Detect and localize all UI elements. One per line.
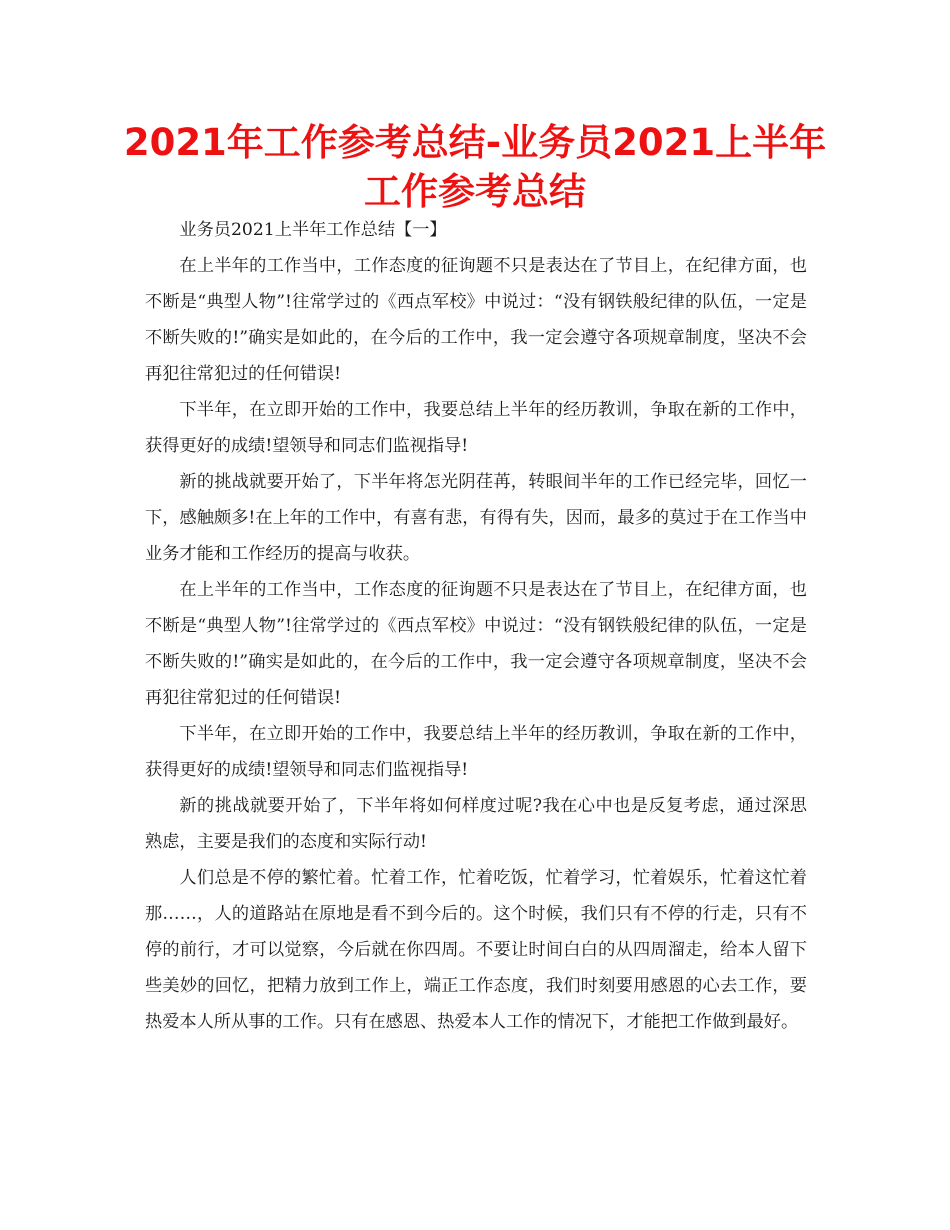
paragraph: 新的挑战就要开始了，下半年将如何样度过呢?我在心中也是反复考虑，通过深思熟虑，主要是我们的态度和实际行动! [145,796,807,852]
paragraph: 在上半年的工作当中，工作态度的征询题不只是表达在了节目上，在纪律方面，也不断是“典型人物”!往常学过的《西点军校》中说过：“没有钢铁般纪律的队伍，一定是不断失败的!”确实是如此的，在今后的工作中，我一定会遵守各项规章制度，坚决不会再犯往常犯过的任何错误! [145,580,807,708]
paragraph: 新的挑战就要开始了，下半年将怎光阴荏苒，转眼间半年的工作已经完毕，回忆一下，感触颇多!在上年的工作中，有喜有悲，有得有失，因而，最多的莫过于在工作当中业务才能和工作经历的提高与收获。 [145,472,807,564]
paragraph: 下半年，在立即开始的工作中，我要总结上半年的经历教训，争取在新的工作中，获得更好的成绩!望领导和同志们监视指导! [145,400,807,456]
section-heading: 业务员2021上半年工作总结【一】 [179,220,447,240]
paragraph: 人们总是不停的繁忙着。忙着工作，忙着吃饭，忙着学习，忙着娱乐，忙着这忙着那……，人的道路站在原地是看不到今后的。这个时候，我们只有不停的行走，只有不停的前行，才可以觉察，今后就在你四周。不要让时间白白的从四周溜走，给本人留下些美妙的回忆，把精力放到工作上，端正工作态度，我们时刻要用感恩的心去工作，要热爱本人所从事的工作。只有在感恩、热爱本人工作的情况下，才能把工作做到最好。 [145,868,807,1032]
document-body [145,212,807,1040]
document-title: 2021年工作参考总结-业务员2021上半年工作参考总结 [123,121,827,213]
paragraph: 下半年，在立即开始的工作中，我要总结上半年的经历教训，争取在新的工作中，获得更好的成绩!望领导和同志们监视指导! [145,724,807,780]
paragraph: 在上半年的工作当中，工作态度的征询题不只是表达在了节目上，在纪律方面，也不断是“典型人物”!往常学过的《西点军校》中说过：“没有钢铁般纪律的队伍，一定是不断失败的!”确实是如此的，在今后的工作中，我一定会遵守各项规章制度，坚决不会再犯往常犯过的任何错误! [145,256,807,384]
